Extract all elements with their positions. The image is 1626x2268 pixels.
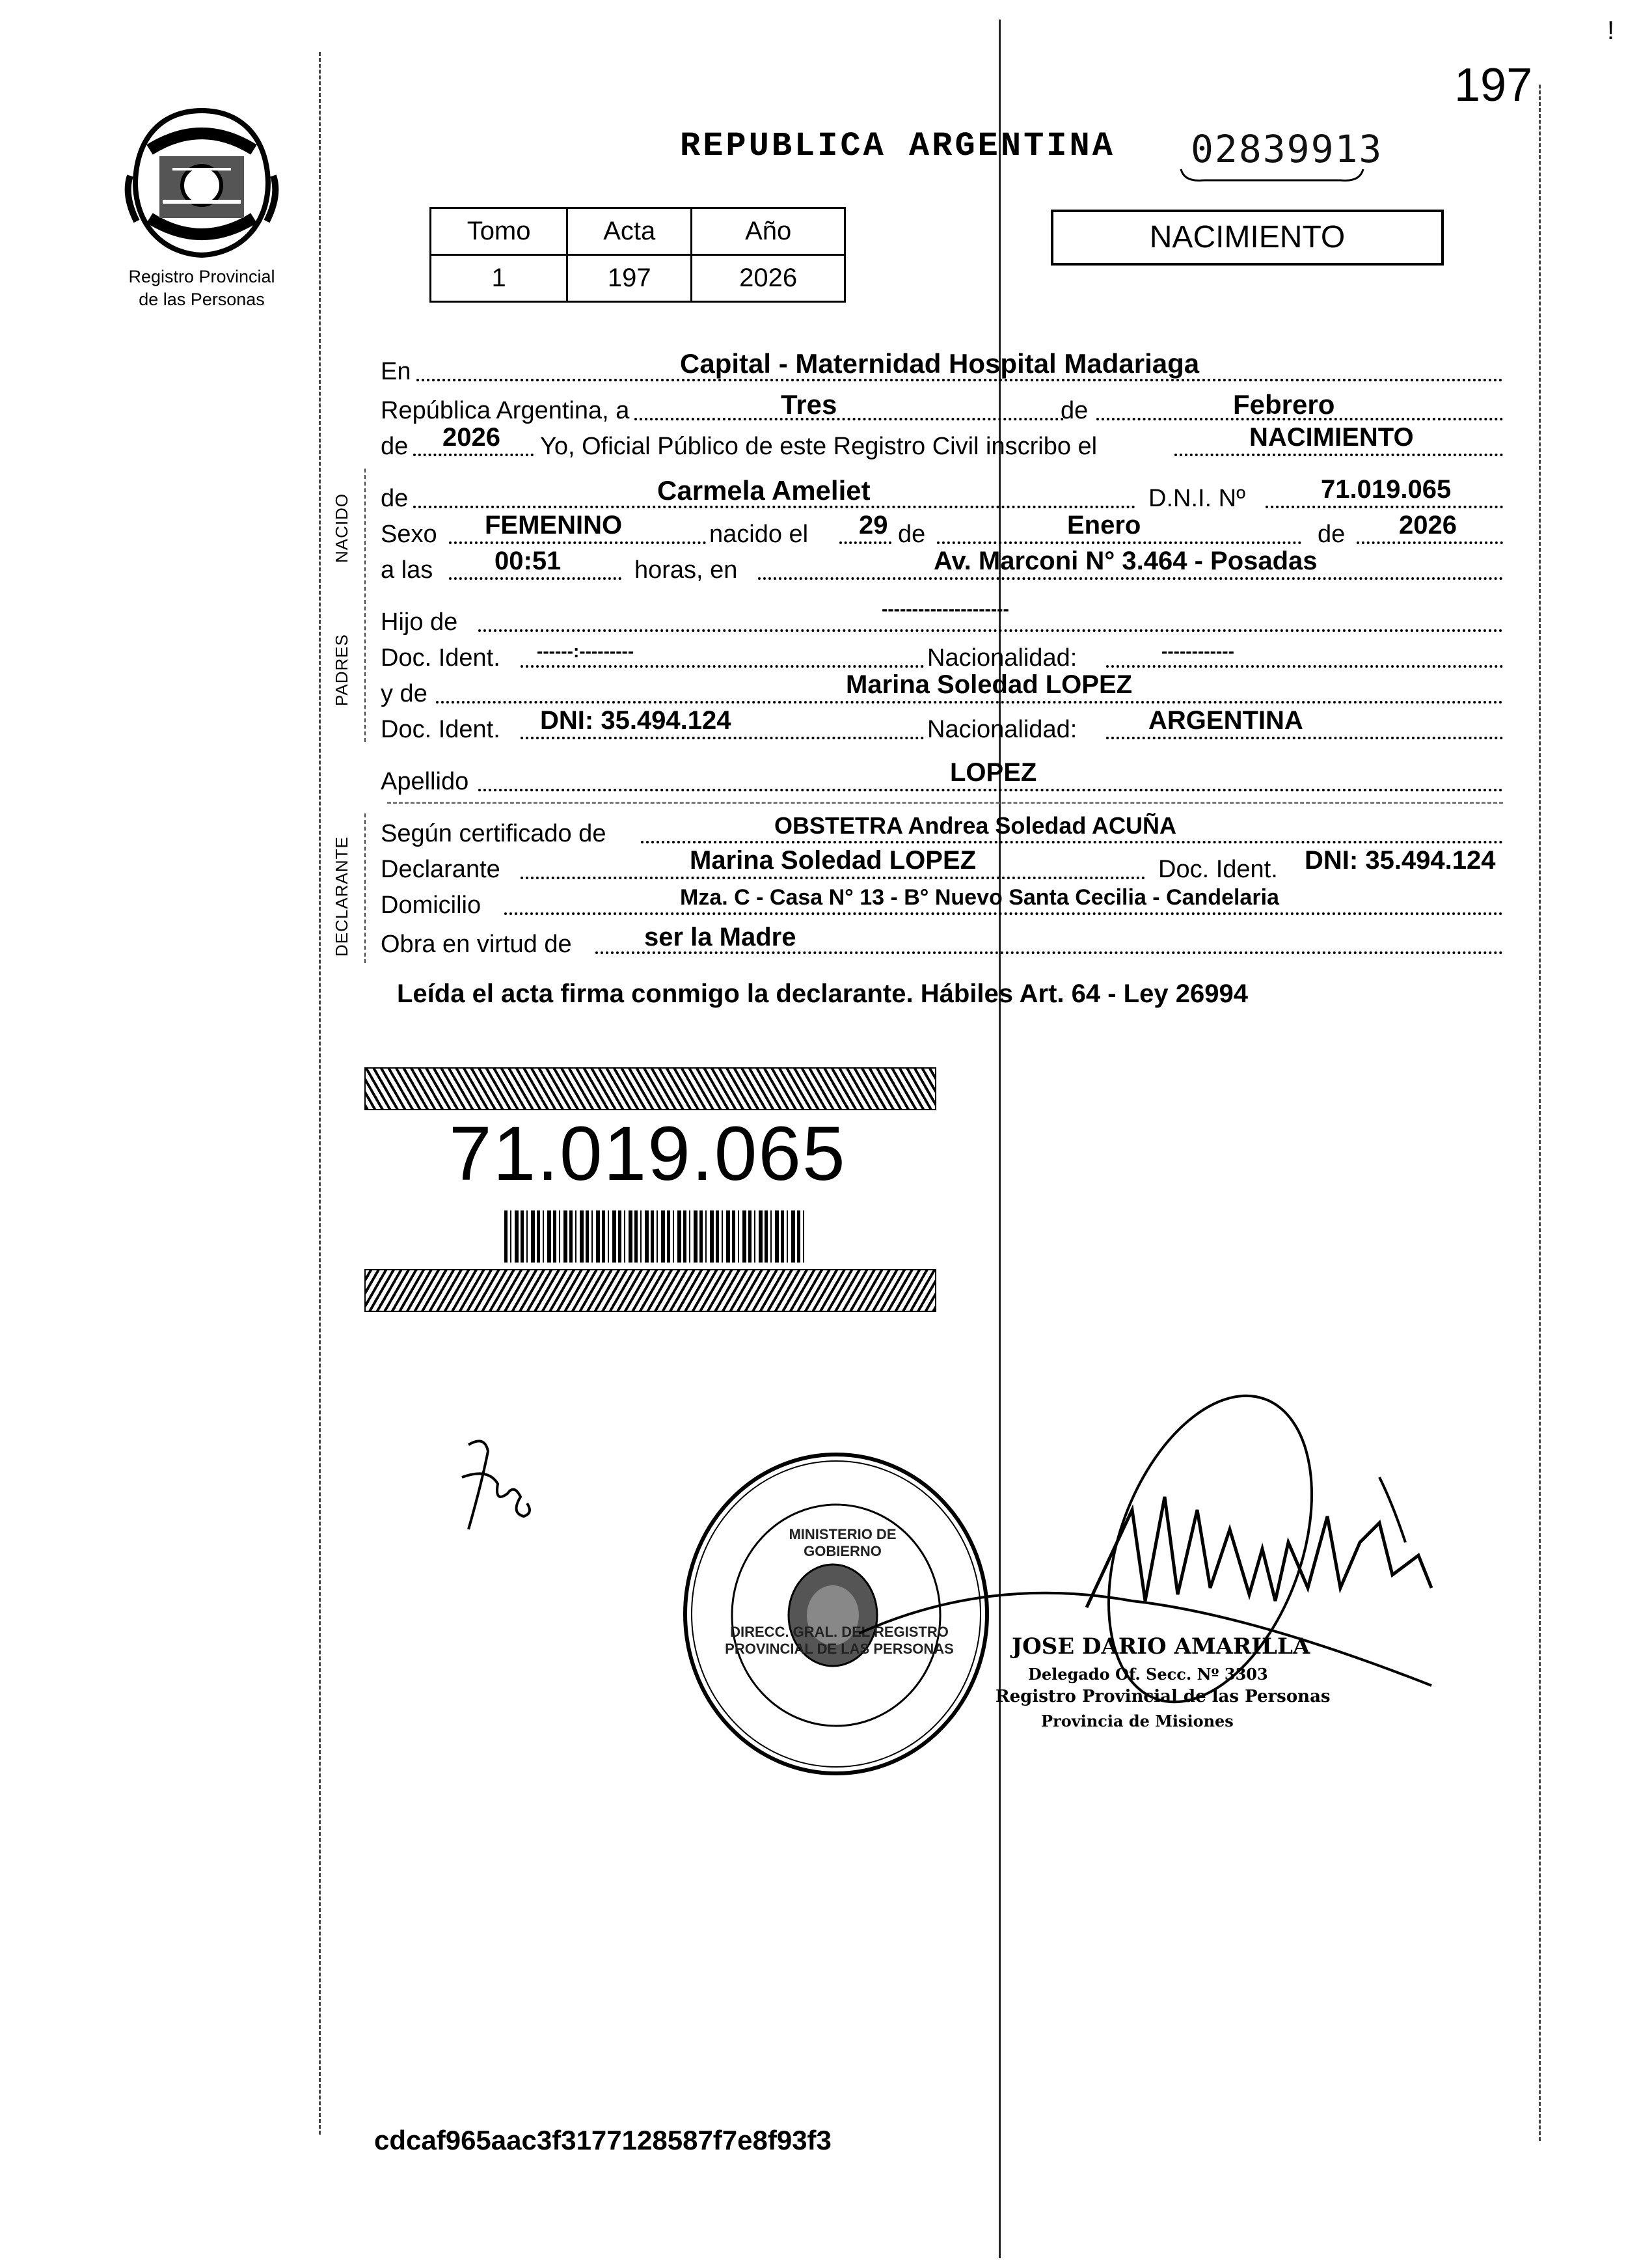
footer-hash: cdcaf965aac3f3177128587f7e8f93f3 [374,2125,832,2155]
nac-mes-dots [937,541,1301,544]
madre-dots [436,701,1503,704]
sexo-value: FEMENINO [485,511,623,540]
horas-label: horas, en [634,556,738,584]
province-seal-icon [124,104,280,260]
nac-de-label: de [898,521,926,548]
apellido-dots [478,789,1503,791]
alas-label: a las [381,556,433,584]
lugar-dots [758,577,1503,580]
inscribo-value: NACIMIENTO [1249,423,1414,452]
obra-value: ser la Madre [644,923,796,951]
section-divider [364,469,366,742]
tomo-value: 1 [431,255,567,302]
hora-dots [449,577,621,580]
section-divider-2 [364,813,366,963]
decl-value: Marina Soledad LOPEZ [690,846,977,875]
apellido-value: LOPEZ [950,758,1037,787]
nac-de-label-2: de [1318,521,1346,548]
apellido-label: Apellido [381,768,469,795]
officer-role: Delegado Of. Secc. Nº 3303 [1028,1665,1268,1684]
serial-number: 02839913 [1191,127,1383,171]
nac-anio-value: 2026 [1399,511,1457,540]
id-number: 71.019.065 [449,1111,847,1197]
officer-name: JOSE DARIO AMARILLA [1012,1633,1310,1660]
acta-header: Acta [567,208,692,255]
dni-value: 71.019.065 [1321,475,1452,504]
hora-value: 00:51 [495,547,562,575]
acta-value: 197 [567,255,692,302]
tomo-header: Tomo [431,208,567,255]
dom-dots [504,912,1503,915]
nac-mes-value: Enero [1067,511,1141,540]
anio-value: 2026 [692,255,845,302]
closing-text: Leída el acta firma conmigo la declarante. Hábiles Art. 64 - Ley 26994 [397,979,1248,1008]
inscribo-dots [1174,454,1503,456]
de-label-2: de [381,433,409,460]
nombre-label: de [381,485,409,512]
yo-text: Yo, Oficial Público de este Registro Civil inscribo el [540,433,1098,460]
hijo-value: --------------------- [882,599,1009,619]
republica-dots [634,418,1064,420]
madre-value: Marina Soledad LOPEZ [846,670,1133,699]
seal-outer-text: DIRECC. GRAL. DEL REGISTRO PROVINCIAL DE LAS PERSONAS [725,1624,954,1657]
decl-label: Declarante [381,856,500,883]
serial-underline-icon [1178,166,1366,185]
registry-name-1: Registro Provincial [128,267,275,286]
barcode [504,1210,807,1263]
republica-label: República Argentina, a [381,397,630,424]
doc2-dots [521,737,924,739]
anio-dots [413,454,534,456]
de-label: de [1061,397,1089,424]
nac-dia-value: 29 [859,511,888,540]
anio-header: Año [692,208,845,255]
left-margin-line [319,52,321,2135]
hijo-dots [478,629,1503,632]
sexo-dots [449,541,706,544]
declarant-signature [449,1432,540,1542]
officer-province: Provincia de Misiones [1041,1712,1234,1730]
doc2-value: DNI: 35.494.124 [540,706,731,735]
mes-value: Febrero [1233,389,1335,420]
nac2-dots [1106,737,1503,739]
section-padres: PADRES [332,634,351,706]
acta-table [429,207,846,303]
security-band-top [364,1067,936,1110]
hijo-label: Hijo de [381,608,458,636]
dni-dots [1266,506,1503,508]
seal-inner-text: MINISTERIO DE GOBIERNO [789,1526,897,1559]
section-declarante: DECLARANTE [332,836,351,957]
apellido-dash-rule [387,802,1503,804]
dom-label: Domicilio [381,892,481,919]
doc1-label: Doc. Ident. [381,644,500,672]
registry-name-2: de las Personas [139,290,265,309]
nac1-dots [1106,665,1503,668]
nacido-label: nacido el [709,521,809,548]
decl-doc-label: Doc. Ident. [1158,856,1278,883]
decl-dots [521,877,1145,879]
decl-doc-value: DNI: 35.494.124 [1305,846,1496,875]
dni-label: D.N.I. Nº [1148,485,1245,512]
nac1-value: ------------ [1161,641,1234,661]
nac2-label: Nacionalidad: [927,716,1077,743]
officer-office: Registro Provincial de las Personas [996,1687,1331,1706]
act-type-box: NACIMIENTO [1051,210,1444,266]
section-nacido: NACIDO [332,493,351,563]
nombre-value: Carmela Ameliet [657,475,871,506]
lugar-value: Av. Marconi N° 3.464 - Posadas [934,547,1318,575]
en-label: En [381,358,411,385]
en-value: Capital - Maternidad Hospital Madariaga [680,348,1200,379]
nac-anio-dots [1357,541,1503,544]
doc1-value: ------:--------- [537,641,634,661]
page-number: 197 [1454,59,1533,111]
anio-value: 2026 [442,423,500,452]
right-margin-line [1539,85,1541,2141]
dom-value: Mza. C - Casa N° 13 - B° Nuevo Santa Cecilia - Candelaria [680,885,1279,910]
registry-logo [124,104,280,260]
nac1-label: Nacionalidad: [927,644,1077,672]
security-band-bottom [364,1269,936,1312]
cert-dots [641,841,1503,843]
doc2-label: Doc. Ident. [381,716,500,743]
corner-mark: ! [1607,16,1615,45]
doc1-dots [521,665,924,668]
nac-dia-dots [839,541,891,544]
page-title: REPUBLICA ARGENTINA [680,127,1115,165]
cert-value: OBSTETRA Andrea Soledad ACUÑA [774,812,1177,839]
obra-label: Obra en virtud de [381,931,572,958]
yde-label: y de [381,680,427,707]
nac2-value: ARGENTINA [1148,706,1303,735]
dia-value: Tres [781,389,837,420]
sexo-label: Sexo [381,521,437,548]
cert-label: Según certificado de [381,820,606,847]
